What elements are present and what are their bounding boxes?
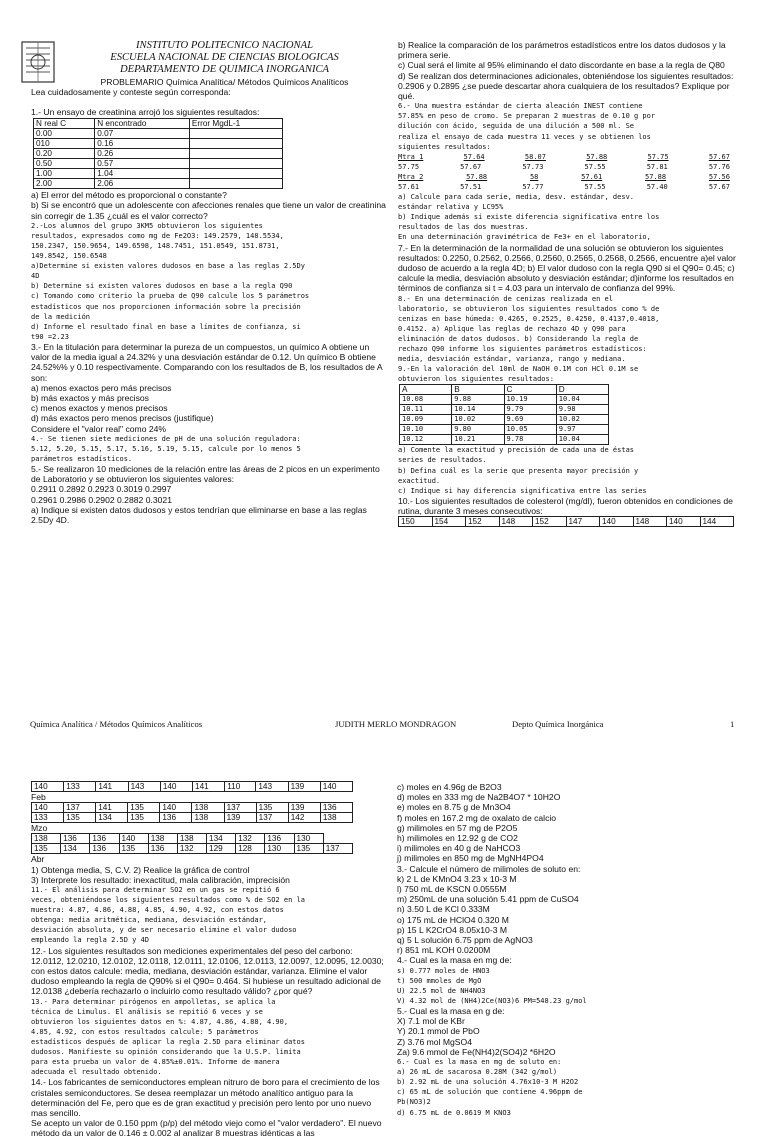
cholesterol-cell: 139	[224, 813, 256, 823]
school-title: ESCUELA NACIONAL DE CIENCIAS BIOLOGICAS	[110, 52, 339, 64]
cholesterol-table-mar	[31, 833, 353, 854]
q1-intro: 1.- Un ensayo de creatinina arrojó los siguientes resultados:	[31, 107, 260, 118]
cholesterol-cell: 135	[294, 844, 323, 854]
q1-cell	[189, 139, 282, 149]
q9-block	[398, 364, 740, 384]
cholesterol-cell: 129	[207, 844, 236, 854]
q1-cell: 010	[34, 139, 95, 149]
exercise-line: 6.- Cual es la masa en mg de soluto en:	[397, 1058, 562, 1067]
exercise-line: Pb(NO3)2	[397, 1098, 431, 1107]
cholesterol-cell: 135	[128, 803, 160, 813]
q3-option: b) más exactos y más precisos	[31, 392, 149, 403]
q9-question-line: a) Comente la exactitud y precisión de cada una de éstas	[398, 446, 635, 455]
q13-line: adecuada el resultado obtenido.	[31, 1068, 162, 1077]
q6-value: 57.88	[645, 172, 667, 181]
cholesterol-cell: 130	[265, 844, 294, 854]
q6-value: 57.81	[646, 162, 668, 171]
exercise-line: i) milimoles en 40 g de NaHCO3	[397, 843, 521, 854]
q6-line: 6.- Una muestra estándar de cierta aleación INEST contiene	[398, 102, 643, 111]
q9-question-line: series de resultados.	[398, 456, 487, 465]
q14-text-2: Se acepto un valor de 0.150 ppm (p/p) del método viejo como el "valor verdadero". El nuevo método da un valor de 0.146 ± 0.002 al analizar 8 muestras idénticas a las	[31, 1118, 382, 1139]
department-title: DEPARTAMENTO DE QUIMICA INORGANICA	[119, 64, 330, 76]
q6-line: dilución con ácido, seguida de una dilución a 500 ml. Se	[398, 122, 635, 131]
q3-option: d) más exactos pero menos precisos (justifique)	[31, 413, 214, 424]
q9-question-line: exactitud.	[398, 476, 441, 485]
q8-line: laboratorio, se obtuvieron los siguientes resultados como % de	[398, 304, 660, 313]
q4-line: 5.12, 5.20, 5.15, 5.17, 5.16, 5.19, 5.15, calcule por lo menos 5	[31, 444, 301, 453]
q10-part-b: 3) Interprete los resultado: inexactitud, mala calibración, imprecisión	[31, 874, 290, 885]
cholesterol-cell: 133	[64, 782, 96, 792]
q6-value: 58	[529, 172, 539, 181]
q6-line: siguientes resultados:	[398, 142, 491, 151]
q11-line: empleando la regla 2.5D y 4D	[31, 936, 150, 945]
q9-cell: 10.11	[400, 405, 452, 415]
q6-data-row	[398, 162, 740, 172]
cholesterol-cell: 135	[32, 844, 61, 854]
q3-option: c) menos exactos y menos precisos	[31, 403, 168, 414]
month-label-mar: Mzo	[31, 823, 48, 834]
q6-line: 57.85% en peso de cromo. Se preparan 2 muestras de 0.10 g por	[398, 112, 656, 121]
exercise-line: c) 65 mL de solución que contiene 4.96ppm de	[397, 1088, 583, 1097]
q3-option: a) menos exactos pero más precisos	[31, 382, 172, 393]
q1-cell: 1.00	[34, 169, 95, 179]
q6-questions	[398, 192, 740, 232]
q8-block	[398, 294, 740, 365]
q1-cell	[189, 169, 282, 179]
q1-cell: 2.00	[34, 179, 95, 189]
q10-cell: 152	[466, 517, 500, 527]
cholesterol-cell: 143	[256, 782, 288, 792]
table-row	[400, 395, 609, 405]
table-row	[34, 139, 283, 149]
q12-text: 12.- Los siguientes resultados son mediciones experimentales del peso del carbono: 12.0112, 12.0210, 12.0102, 12.0118, 12.0111, 12.0106, 12.0113, 12.0097, 12.0095, 12.0030; con estos datos calcule: media, mediana, desviación estándar, varianza. Elimine el valor dudoso empleando la regla de Q90% si el Q90= 0.464. Si hubiese un resultado adicional de 12.0138 ¿debería rechazarlo o incluirlo como resultado válido? ¿por qué?	[31, 945, 384, 997]
q7-text: 7.- En la determinación de la normalidad de una solución se obtuvieron los siguientes resultados: 0.2250, 0.2562, 0.2566, 0.2560, 0.2565, 0.2568, 0.2566, encuentre a)el valor dudoso de acuerdo a la regla 4D; b) El valor dudoso con la regla Q90 si el Q90= 0.45; c) calcule la media, desviación absoluto y desviación estándar; d)informe los resultados en términos de confianza si t = 4.03 para un intervalo de confianza del 99%.	[398, 242, 736, 294]
q13-line: estadísticos después de aplicar la regla 2.5D para eliminar datos	[31, 1037, 305, 1046]
q5-text: 5.- Se realizaron 10 mediciones de la relación entre las áreas de 2 picos en un experimento de Laboratorio y se obtuvieron los siguientes valores:	[31, 464, 380, 485]
q13-line: 4.85, 4.92, con estos resultados calcule: 5 parámetros	[31, 1027, 259, 1036]
q9-question-line: b) Defina cuál es la serie que presenta mayor precisión y	[398, 466, 639, 475]
q6-value: 57.61	[398, 182, 420, 191]
cholesterol-cell: 141	[193, 782, 225, 792]
cholesterol-cell: 140	[320, 782, 352, 792]
q10-cell: 148	[633, 517, 667, 527]
footer-subject: Química Analítica / Métodos Químicos Analíticos	[30, 719, 203, 729]
exercise-line: Y) 20.1 mmol de PbO	[397, 1026, 480, 1037]
cholesterol-cell: 142	[288, 813, 320, 823]
q1-col-header: N encontrado	[95, 119, 190, 129]
q8-line: media, desviación estándar, varianza, rango y mediana.	[398, 355, 626, 364]
q2-line: resultados, expresados como mg de Fe2O3: 149.2579, 148.5534,	[31, 231, 284, 240]
q6-value: 57.56	[708, 172, 730, 181]
cholesterol-cell: 139	[288, 782, 320, 792]
q10-cell: 152	[533, 517, 567, 527]
exercise-line: g) milimoles en 57 mg de P2O5	[397, 822, 518, 833]
q6-value: Mtra 1	[398, 152, 424, 161]
q9-line: 9.-En la valoración del 10ml de NaOH 0.1M con HCl 0.1M se	[398, 365, 639, 374]
exercise-line: e) moles en 8.75 g de Mn3O4	[397, 802, 511, 813]
q9-col-header: B	[452, 385, 504, 395]
cholesterol-cell: 138	[32, 834, 61, 844]
cholesterol-cell: 140	[32, 782, 64, 792]
q4-line: 4.- Se tienen siete mediciones de pH de una solución reguladora:	[31, 434, 301, 443]
q6-value: 57.67	[708, 152, 730, 161]
exercise-line: 3.- Calcule el número de milimoles de soluto en:	[397, 863, 581, 874]
cholesterol-cell: 143	[128, 782, 160, 792]
q3-options	[31, 383, 388, 434]
q6-data-row	[398, 172, 740, 182]
q1-cell: 0.50	[34, 159, 95, 169]
q8-line: eliminación de datos dudosos. b) Considerando la regla de	[398, 334, 639, 343]
q5-c: c) Cual será el limite al 95% eliminando el dato discordante en base a la regla de Q80	[398, 60, 725, 71]
q6-value: 57.77	[522, 182, 544, 191]
month-label-abr: Abr	[31, 854, 45, 865]
q10-cell: 140	[600, 517, 634, 527]
q6-question-line: a) Calcule para cada serie, media, desv. estándar, desv.	[398, 193, 635, 202]
q2-line: estadísticos que nos proporcionen información sobre la precisión	[31, 302, 301, 311]
q6-value: 57.61	[581, 172, 603, 181]
q9-cell: 10.04	[556, 435, 608, 445]
q11-block	[31, 885, 385, 946]
q6-value: 57.55	[584, 182, 606, 191]
exercise-line: k) 2 L de KMnO4 3.23 x 10-3 M	[397, 873, 517, 884]
cholesterol-cell: 138	[192, 803, 224, 813]
cholesterol-cell: 136	[265, 834, 294, 844]
cholesterol-cell: 137	[64, 803, 96, 813]
q5-d: d) Se realizan dos determinaciones adicionales, obteniéndose los siguientes resultados: 0.2906 y 0.2895 ¿se puede descartar ahora cualquiera de los resultados? Explique por qué.	[398, 70, 734, 102]
cholesterol-cell: 110	[225, 782, 256, 792]
table-row	[400, 425, 609, 435]
q9-cell: 10.14	[452, 405, 504, 415]
exercise-line: p) 15 L K2CrO4 8.05x10-3 M	[397, 924, 508, 935]
q9-cell: 10.09	[400, 415, 452, 425]
q1-cell: 0.57	[95, 159, 190, 169]
q4-block	[31, 434, 388, 464]
q6-value: 57.76	[708, 162, 730, 171]
q6-value: 57.75	[398, 162, 420, 171]
exercise-line: V) 4.32 mol de (NH4)2Ce(NO3)6 PM=548.23 g/mol	[397, 996, 587, 1005]
q2-line: c) Tomando como criterio la prueba de Q90 calcule los 5 parámetros	[31, 292, 310, 301]
cholesterol-cell: 135	[128, 813, 160, 823]
page2-right-column	[397, 782, 743, 1118]
q10-cell: 148	[499, 517, 533, 527]
q2-line: a)Determine si existen valores dudosos en base a las reglas 2.5Dy	[31, 262, 305, 271]
q1-col-header: N real C	[34, 119, 95, 129]
q1-cell: 2.06	[95, 179, 190, 189]
cholesterol-cell: 137	[224, 803, 256, 813]
q8-line: cenizas en base húmeda: 0.4265, 0.2525, 0.4250, 0.4137,0.4018,	[398, 314, 660, 323]
q9-cell: 10.08	[400, 395, 452, 405]
exercise-line: c) moles en 4.96g de B2O3	[397, 782, 502, 792]
q3-option: Considere el "valor real" como 24%	[31, 423, 167, 434]
q6-data-row	[398, 182, 740, 192]
table-row	[32, 813, 353, 823]
cholesterol-cell: 138	[320, 813, 352, 823]
q8-line: rechazo Q90 informe los siguientes parámetros estadísticos:	[398, 345, 647, 354]
exercise-line: Z) 3.76 mol MgSO4	[397, 1036, 472, 1047]
q9-col-header: C	[504, 385, 556, 395]
table-row	[400, 405, 609, 415]
q2-line: d) Informe el resultado final en base a límites de confianza, si	[31, 322, 301, 331]
exercise-line: h) milimoles en 12.92 g de CO2	[397, 833, 518, 844]
exercise-line: t) 500 mmoles de MgO	[397, 976, 482, 985]
page-gap	[0, 740, 768, 772]
q6-question-line: resultados de las dos muestras.	[398, 223, 529, 232]
q3-text: 3.- En la titulación para determinar la pureza de un compuestos, un químico A obtiene un valor de la media igual a 24.32% y una desviación estándar de 0.12. Un químico B obtiene 24.52%% y 0.10 respectivamente. Comparando con los resultados de B, los resultados de A son:	[31, 341, 383, 383]
table-row	[32, 803, 353, 813]
q2-line: de la medición	[31, 312, 91, 321]
cholesterol-cell: 139	[288, 803, 320, 813]
footer-author: JUDITH MERLO MONDRAGON	[335, 719, 457, 729]
month-label-feb: Feb	[31, 792, 46, 802]
cholesterol-cell: 136	[148, 844, 177, 854]
q6-value: 57.67	[708, 182, 730, 191]
q9-cell: 10.05	[504, 425, 556, 435]
q14-text: 14.- Los fabricantes de semiconductores emplean nitruro de boro para el crecimiento de los cristales semiconductores. Se desea reemplazar un método analítico antiguo para la determinación del Fe, pero que es de gran exactitud y precisión pero lento por uno nuevo mas sencillo.	[31, 1077, 380, 1118]
table-row	[400, 415, 609, 425]
q10-cell: 144	[700, 517, 734, 527]
q6-data-row	[398, 152, 740, 162]
exercise-line: Za) 9.6 mmol de Fe(NH4)2(SO4)2 *6H2O	[397, 1046, 556, 1057]
table-row	[34, 159, 283, 169]
q11-line: veces, obteniéndose los siguientes resultados como % de SO2 en la	[31, 896, 305, 905]
q11-line: muestra: 4.87, 4.86, 4.88, 4.85, 4.90, 4.92, con estos datos	[31, 906, 284, 915]
q10-part-a: 1) Obtenga media, S, C.V. 2) Realice la gráfica de control	[31, 864, 250, 875]
q6-value: 57.67	[460, 162, 482, 171]
q10-text: 10.- Los siguientes resultados de colesterol (mg/dl), fueron obtenidos en condiciones de rutina, durante 3 meses consecutivos:	[398, 495, 733, 517]
q13-line: obtuvieron los siguientes datos en %: 4.87, 4.86, 4.88, 4.90,	[31, 1017, 289, 1026]
q6-data-rows	[398, 152, 740, 192]
cholesterol-cell: 141	[96, 782, 128, 792]
q13-line: 13.- Para determinar pirógenos en ampolletas, se aplica la	[31, 997, 276, 1006]
cholesterol-cell: 134	[207, 834, 236, 844]
cholesterol-cell: 135	[256, 803, 288, 813]
cholesterol-cell: 141	[96, 803, 128, 813]
cholesterol-cell: 132	[236, 834, 265, 844]
cholesterol-cell: 135	[64, 813, 96, 823]
table-row	[34, 169, 283, 179]
q9-cell: 10.12	[400, 435, 452, 445]
institute-title: INSTITUTO POLITECNICO NACIONAL	[136, 40, 313, 51]
exercise-line: b) 2.92 mL de una solución 4.76x10-3 M H2O2	[397, 1078, 579, 1087]
q9-questions	[398, 445, 740, 495]
q2-line: 2.-Los alumnos del grupo 3KM5 obtuvieron los siguientes	[31, 221, 263, 230]
cholesterol-cell: 140	[160, 803, 192, 813]
q9-cell: 10.04	[556, 395, 608, 405]
q6-line: realiza el ensayo de cada muestra 11 veces y se obtienen los	[398, 132, 651, 141]
q2-line: 149.8542, 150.6548	[31, 252, 107, 261]
q1-cell: 1.04	[95, 169, 190, 179]
q6-question-line: estándar relativa y LC95%	[398, 203, 504, 212]
q13-line: técnica de Limulus. El análisis se repitió 6 veces y se	[31, 1007, 263, 1016]
exercise-line: o) 175 mL de HClO4 0.320 M	[397, 914, 509, 925]
q2-line: t90 =2.23	[31, 332, 69, 341]
exercise-line: f) moles en 167.2 mg de oxalato de calcio	[397, 812, 557, 823]
cholesterol-cell: 136	[61, 834, 90, 844]
q1-table	[33, 118, 283, 189]
q6-value: 58.07	[524, 152, 546, 161]
q1-cell: 0.26	[95, 149, 190, 159]
exercise-line: l) 750 mL de KSCN 0.0555M	[397, 884, 507, 895]
q6-value: 57.88	[466, 172, 488, 181]
q5-values-row: 0.2961 0.2986 0.2902 0.2882 0.3021	[31, 494, 172, 505]
q10-cell: 154	[432, 517, 466, 527]
exercise-line: d) 6.75 mL de 0.0619 M KNO3	[397, 1108, 511, 1117]
q1-b: b) Si se encontró que un adolescente con afecciones renales que tiene un valor de creatinina sin corregir de 1.35 ¿cuál es el valor correcto?	[31, 200, 386, 221]
q1-cell: 0.07	[95, 129, 190, 139]
q4-line: parámetros estadísticos.	[31, 454, 133, 463]
q9-cell: 9.98	[556, 405, 608, 415]
exercise-line: n) 3.50 L de KCl 0.333M	[397, 904, 490, 915]
left-column	[31, 40, 388, 525]
cholesterol-cell: 136	[320, 803, 352, 813]
footer-page-number: 1	[730, 719, 735, 729]
cholesterol-cell: 137	[323, 844, 352, 854]
q6-question-line: b) Indique además si existe diferencia significativa entre los	[398, 213, 660, 222]
q1-cell	[189, 149, 282, 159]
q6-block	[398, 101, 740, 151]
q9-cell: 9.97	[556, 425, 608, 435]
cholesterol-table-feb	[31, 802, 353, 823]
q6-value: 57.75	[647, 152, 669, 161]
q9-cell: 9.80	[452, 425, 504, 435]
q1-cell	[189, 159, 282, 169]
table-row	[34, 179, 283, 189]
q9-question-line: c) Indique si hay diferencia significativa entre las series	[398, 486, 647, 495]
q5-values-row: 0.2911 0.2892 0.2923 0.3019 0.2997	[31, 484, 172, 495]
table-row	[34, 149, 283, 159]
q11-line: obtenga: media aritmética, mediana, desviación estándar,	[31, 916, 268, 925]
cholesterol-cell: 134	[61, 844, 90, 854]
footer-department: Depto Química Inorgánica	[512, 719, 604, 729]
q9-cell: 9.79	[504, 405, 556, 415]
q6-value: 57.73	[522, 162, 544, 171]
q9-table	[399, 384, 609, 445]
q9-col-header: A	[400, 385, 452, 395]
table-row	[32, 782, 353, 792]
exercise-line: j) milimoles en 850 mg de MgNH4PO4	[397, 853, 544, 864]
cholesterol-cell: 140	[119, 834, 148, 844]
cholesterol-cell: 130	[294, 834, 323, 844]
q1-cell: 0.00	[34, 129, 95, 139]
q6-extra: En una determinación gravimétrica de Fe3+ en el laboratorio,	[398, 233, 651, 242]
q6-value: 57.64	[463, 152, 485, 161]
cholesterol-cell: 134	[96, 813, 128, 823]
q10-cell: 150	[399, 517, 433, 527]
q6-value: 57.40	[646, 182, 668, 191]
q6-value: 57.88	[586, 152, 608, 161]
exercise-line: m) 250mL de una solución 5.41 ppm de CuSO4	[397, 894, 579, 905]
q13-line: para esta prueba un valor de 4.85%±0.01%. Informe de manera	[31, 1058, 280, 1067]
q2-line: 4D	[31, 272, 40, 281]
q9-cell: 10.02	[452, 415, 504, 425]
q1-cell	[189, 129, 282, 139]
cholesterol-cell: 135	[119, 844, 148, 854]
table-row	[32, 844, 353, 854]
exercise-line: s) 0.777 moles de HNO3	[397, 966, 490, 975]
cholesterol-cell: 136	[90, 844, 119, 854]
q1-col-header: Error MgdL-1	[189, 119, 282, 129]
table-row	[34, 129, 283, 139]
instructions: Lea cuidadosamente y conteste según corresponda:	[31, 86, 231, 97]
q6-value: 57.55	[584, 162, 606, 171]
q2-block	[31, 221, 388, 342]
q11-line: desviación absoluta, y de ser necesario elimine el valor dudoso	[31, 926, 297, 935]
exercise-line: 4.- Cual es la masa en mg de:	[397, 955, 512, 966]
q9-cell: 9.69	[504, 415, 556, 425]
q9-cell: 10.19	[504, 395, 556, 405]
q2-line: 150.2347, 150.9654, 149.6598, 148.7451, 151.0549, 151.8731,	[31, 242, 280, 251]
q1-cell	[189, 179, 282, 189]
cholesterol-cell: 140	[160, 782, 192, 792]
q9-cell: 9.88	[452, 395, 504, 405]
table-row	[400, 435, 609, 445]
q9-cell: 10.02	[556, 415, 608, 425]
cholesterol-cell: 138	[177, 834, 206, 844]
document-page-2	[0, 772, 768, 1139]
cholesterol-cell: 140	[32, 803, 64, 813]
exercise-line: U) 22.5 mol de NH4NO3	[397, 986, 486, 995]
cholesterol-cell: 138	[148, 834, 177, 844]
subject-title: PROBLEMARIO Química Analítica/ Métodos Químicos Analíticos	[100, 76, 349, 87]
exercise-line: 5.- Cual es la masa en g de:	[397, 1006, 505, 1017]
cholesterol-cell: 133	[32, 813, 64, 823]
q9-cell: 9.78	[504, 435, 556, 445]
cholesterol-cell: 136	[160, 813, 192, 823]
q10-cell: 147	[566, 517, 600, 527]
q13-line: dudosos. Manifieste su opinión considerando que la U.S.P. limita	[31, 1048, 301, 1057]
q5-a: a) Indique si existen datos dudosos y estos tendrían que eliminarse en base a las reglas 2.5Dy 4D.	[31, 504, 367, 526]
q1-cell: 0.16	[95, 139, 190, 149]
cholesterol-cell: 138	[192, 813, 224, 823]
exercise-line: X) 7.1 mol de KBr	[397, 1016, 465, 1027]
right-column	[398, 40, 740, 527]
q6-value: 57.51	[460, 182, 482, 191]
q9-line: obtuvieron los siguientes resultados:	[398, 375, 554, 384]
q10-cell: 140	[667, 517, 701, 527]
q13-block	[31, 997, 385, 1078]
q11-line: 11.- El análisis para determinar SO2 en un gas se repitió 6	[31, 886, 280, 895]
q1-cell: 0.20	[34, 149, 95, 159]
cholesterol-table-jan	[31, 781, 353, 792]
exercise-line: r) 851 mL KOH 0.0200M	[397, 945, 491, 956]
cholesterol-cell: 136	[90, 834, 119, 844]
cholesterol-cell: 132	[177, 844, 206, 854]
q5-b: b) Realice la comparación de los parámetros estadísticos entre los datos dudosos y la primera serie.	[398, 40, 726, 61]
cholesterol-cell: 128	[236, 844, 265, 854]
exercise-line: d) moles en 333 mg de Na2B4O7 * 10H2O	[397, 792, 561, 803]
page2-left-column	[31, 781, 385, 1139]
q9-cell: 10.10	[400, 425, 452, 435]
cholesterol-cell: 137	[256, 813, 288, 823]
table-row	[32, 834, 353, 844]
q6-value: Mtra 2	[398, 172, 424, 181]
q1-a: a) El error del método es proporcional o constante?	[31, 190, 227, 201]
exercise-line: a) 26 mL de sacarosa 0.28M (342 g/mol)	[397, 1068, 558, 1077]
q8-line: 0.4152. a) Aplique las reglas de rechazo 4D y Q90 para	[398, 324, 626, 333]
q10-table	[398, 516, 734, 527]
q9-col-header: D	[556, 385, 608, 395]
q2-line: b) Determine si existen valores dudosos en base a la regla Q90	[31, 282, 293, 291]
exercise-line: q) 5 L solución 6.75 ppm de AgNO3	[397, 935, 533, 946]
q8-line: 8.- En una determinación de cenizas realizada en el	[398, 294, 613, 303]
q9-cell: 10.21	[452, 435, 504, 445]
